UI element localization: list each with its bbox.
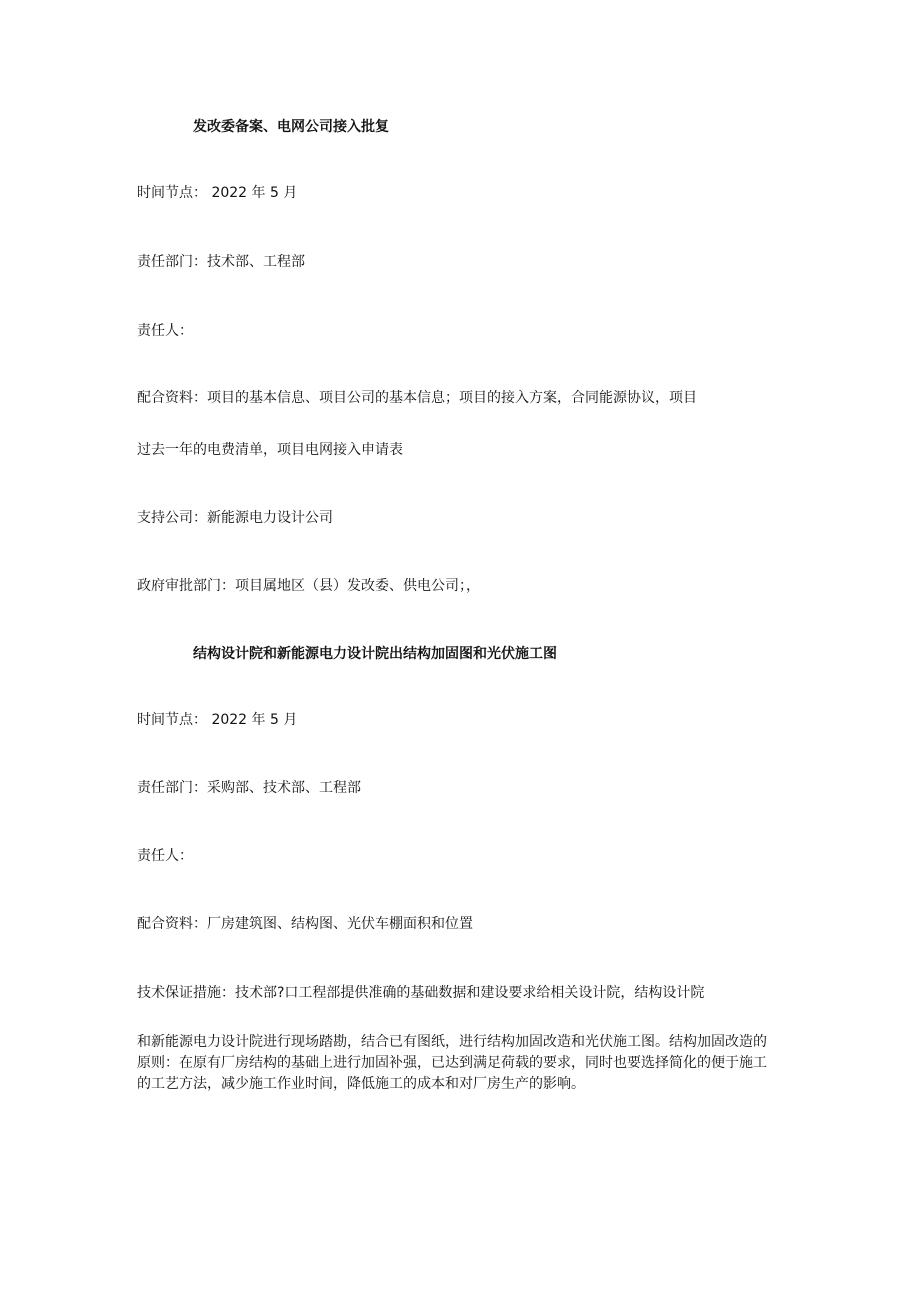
section1-gov: 政府审批部门：项目属地区（县）发改委、供电公司；， bbox=[137, 578, 480, 594]
section2-heading: 结构设计院和新能源电力设计院出结构加固图和光伏施工图 bbox=[193, 646, 557, 662]
section1-department: 责任部门：技术部、工程部 bbox=[137, 254, 305, 270]
section1-person: 责任人： bbox=[137, 323, 193, 339]
section1-materials-line2: 过去一年的电费清单，项目电网接入申请表 bbox=[137, 442, 403, 458]
section2-department: 责任部门：采购部、技术部、工程部 bbox=[137, 780, 361, 796]
section2-measures-line1: 技术保证措施：技术部?口工程部提供准确的基础数据和建设要求给相关设计院，结构设计院 bbox=[137, 985, 705, 1001]
section1-time: 时间节点： 2022 年 5 月 bbox=[137, 185, 298, 201]
section2-time: 时间节点： 2022 年 5 月 bbox=[137, 712, 298, 728]
section2-measures-paragraph: 和新能源电力设计院进行现场踏勘，结合已有图纸，进行结构加固改造和光伏施工图。结构加固改造的原则：在原有厂房结构的基础上进行加固补强，已达到满足荷载的要求，同时也要选择简化的便于施工的工艺方法，减少施工作业时间，降低施工的成本和对厂房生产的影响。 bbox=[137, 1034, 767, 1092]
section2-person: 责任人： bbox=[137, 848, 193, 864]
section1-materials-line1: 配合资料：项目的基本信息、项目公司的基本信息；项目的接入方案，合同能源协议，项目 bbox=[137, 390, 697, 406]
section1-support: 支持公司：新能源电力设计公司 bbox=[137, 510, 333, 526]
section1-heading: 发改委备案、电网公司接入批复 bbox=[193, 119, 389, 135]
section2-materials: 配合资料：厂房建筑图、结构图、光伏车棚面积和位置 bbox=[137, 916, 473, 932]
